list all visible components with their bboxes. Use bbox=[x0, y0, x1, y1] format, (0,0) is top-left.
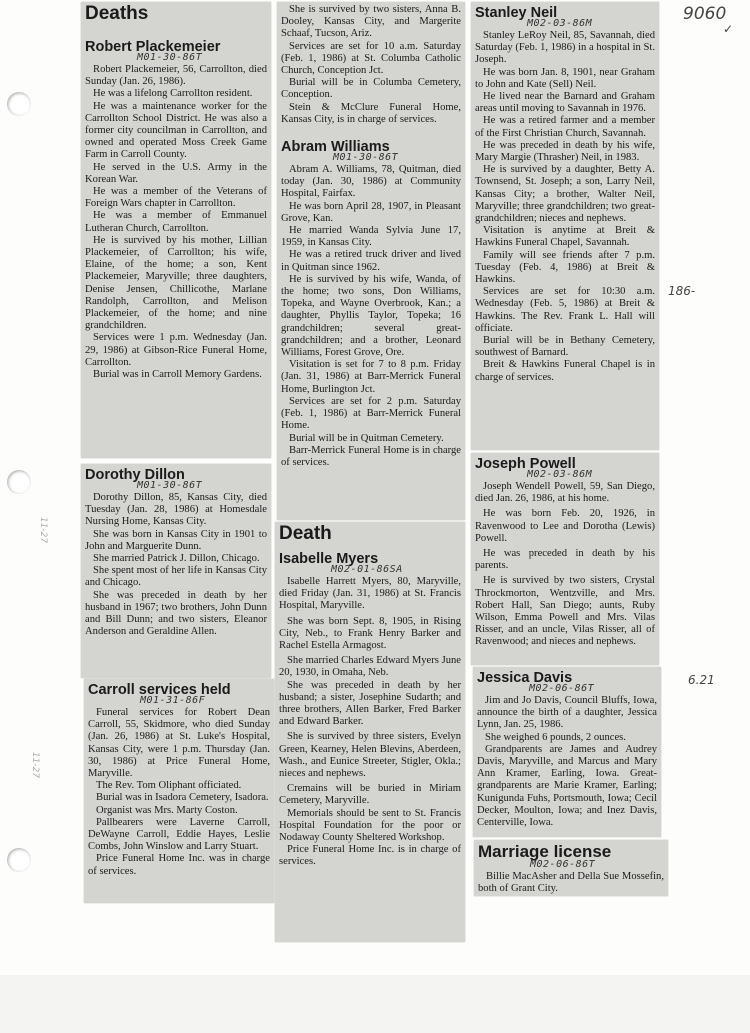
paragraph: She was born in Kansas City in 1901 to John and Marguerite Dunn. bbox=[85, 528, 267, 552]
paragraph: Jim and Jo Davis, Council Bluffs, Iowa, announce the birth of a daughter, Jessica Lynn, Jan. 25, 1986. bbox=[477, 695, 657, 731]
clipping-plackemeier bbox=[81, 2, 271, 458]
paragraph: The Rev. Tom Oliphant officiated. bbox=[96, 780, 242, 792]
paragraph: Stanley LeRoy Neil, 85, Savannah, died Saturday (Feb. 1, 1986) in a hospital in St. Joseph. bbox=[475, 30, 655, 66]
paragraph: Billie MacAsher and Della Sue Mossefin, both of Grant City. bbox=[478, 871, 664, 895]
paragraph: He was born April 28, 1907, in Pleasant Grove, Kan. bbox=[281, 200, 461, 224]
paragraph: He is survived by his wife, Wanda, of the home; two sons, Don Williams, Topeka, and Wayne Overbrook, Kan.; a daughter, Phyllis Taylor, Topeka; 16 grandchildren; several great-grandchildren; and a brother, Leonard Williams, Forest Grove, Ore. bbox=[281, 273, 461, 359]
paragraph: He was a member of Emmanuel Lutheran Church, Carrollton. bbox=[85, 210, 267, 234]
paragraph: Family will see friends after 7 p.m. Tuesday (Feb. 4, 1986) at Breit & Hawkins. bbox=[475, 249, 655, 286]
paragraph: Grandparents are James and Audrey Davis, Maryville, and Marcus and Mary Ann Kramer, Earling, Iowa. Great-grandparents are Marie Kramer, Earling; Kunigunda Fuhs, Portsmouth, Iowa; Cecil Decker, Moulton, Iowa; and Inez Davis, Centerville, Iowa. bbox=[477, 743, 657, 829]
paragraph: Abram A. Williams, 78, Quitman, died today (Jan. 30, 1986) at Community Hospital, Fairfax. bbox=[281, 164, 461, 200]
obituary-title: Carroll services held bbox=[88, 682, 231, 698]
handwritten-code: M02-01-86SA bbox=[331, 564, 403, 575]
section-heading: Death bbox=[279, 523, 332, 544]
paragraph: Services are set for 10 a.m. Saturday (Feb. 1, 1986) at St. Columba Catholic Church, Conception Jct. bbox=[281, 40, 461, 77]
paragraph: She was born Sept. 8, 1905, in Rising City, Neb., to Frank Henry Barker and Rachel Estella Armagost. bbox=[279, 615, 461, 652]
punch-hole bbox=[7, 470, 31, 494]
faint-note: 11-27 bbox=[30, 751, 41, 779]
obituary-title: Stanley Neil bbox=[475, 5, 558, 21]
paragraph: Dorothy Dillon, 85, Kansas City, died Tuesday (Jan. 28, 1986) at Homesdale Nursing Home, Kansas City. bbox=[85, 492, 267, 528]
side-note: 6.21 bbox=[688, 673, 715, 687]
paragraph: He lived near the Barnard and Graham areas until moving to Savannah in 1976. bbox=[475, 91, 655, 115]
paragraph: He was a lifelong Carrollton resident. bbox=[93, 88, 253, 100]
section-heading: Marriage license bbox=[478, 842, 612, 861]
paragraph: She is survived by two sisters, Anna B. Dooley, Kansas City, and Margerite Schaaf, Tucson, Ariz. bbox=[281, 4, 461, 40]
paragraph: He was born Feb. 20, 1926, in Ravenwood to Lee and Dorotha (Lewis) Powell. bbox=[475, 508, 655, 544]
handwritten-code: M02-06-86T bbox=[529, 683, 595, 694]
paragraph: She was preceded in death by her husband in 1967; two brothers, John Dunn and Bill Dunn; and two sisters, Eleanor Anderson and Geraldine Allen. bbox=[85, 589, 267, 638]
paragraph: Services are set for 10:30 a.m. Wednesday (Feb. 5, 1986) at Breit & Hawkins. The Rev. Frank L. Hall will officiate. bbox=[475, 286, 655, 334]
punch-hole bbox=[7, 848, 31, 872]
handwritten-code: M01-31-86F bbox=[140, 695, 206, 706]
paragraph: He was preceded in death by his parents. bbox=[475, 548, 655, 572]
obituary-title: Isabelle Myers bbox=[279, 551, 379, 567]
paragraph: Breit & Hawkins Funeral Chapel is in charge of services. bbox=[475, 359, 655, 383]
paragraph: He was born Jan. 8, 1901, near Graham to John and Kate (Sell) Neil. bbox=[475, 66, 655, 90]
paragraph: Isabelle Harrett Myers, 80, Maryville, died Friday (Jan. 31, 1986) at St. Francis Hospital, Maryville. bbox=[279, 576, 461, 612]
punch-hole bbox=[7, 92, 31, 116]
page-bottom-margin bbox=[0, 975, 750, 1033]
paragraph: He was a maintenance worker for the Carrollton School District. He was also a former city councilman in Carrollton, and owned and operated Moss Creek Game Farm in Carroll County. bbox=[85, 100, 267, 161]
paragraph: Burial will be in Quitman Cemetery. bbox=[289, 432, 444, 444]
paragraph: He was preceded in death by his wife, Mary Margie (Thrasher) Neil, in 1983. bbox=[475, 139, 655, 164]
clipping-powell bbox=[471, 453, 659, 665]
paragraph: Price Funeral Home Inc. is in charge of services. bbox=[279, 844, 461, 868]
paragraph: She weighed 6 pounds, 2 ounces. bbox=[485, 731, 626, 743]
handwritten-code: M02-06-86T bbox=[530, 859, 596, 870]
paragraph: She spent most of her life in Kansas City and Chicago. bbox=[85, 565, 267, 589]
clipping-williams bbox=[277, 2, 465, 520]
paragraph: Stein & McClure Funeral Home, Kansas City, is in charge of services. bbox=[281, 101, 461, 125]
paragraph: He was a member of the Veterans of Foreign Wars chapter in Carrollton. bbox=[85, 186, 267, 210]
handwritten-code: M02-03-86M bbox=[527, 469, 593, 480]
faint-note: 11-27 bbox=[38, 516, 49, 544]
obituary-title: Joseph Powell bbox=[475, 456, 576, 472]
paragraph: Burial will be in Bethany Cemetery, southwest of Barnard. bbox=[475, 335, 655, 359]
clipping-neil bbox=[471, 2, 659, 450]
handwritten-code: M02-03-86M bbox=[527, 18, 593, 29]
paragraph: Memorials should be sent to St. Francis Hospital Foundation for the poor or Nodaway County Sheltered Workshop. bbox=[279, 807, 461, 844]
handwritten-code: M01-30-86T bbox=[137, 52, 203, 63]
obituary-title: Abram Williams bbox=[281, 139, 390, 156]
paragraph: Price Funeral Home Inc. was in charge of services. bbox=[88, 853, 270, 877]
paragraph: Burial was in Carroll Memory Gardens. bbox=[93, 369, 262, 381]
paragraph: She was preceded in death by her husband; a sister, Josephine Sudarth; and three brothers, Allen Barker, Fred Barker and Edward Barker. bbox=[279, 679, 461, 728]
paragraph: She is survived by three sisters, Evelyn Green, Kearney, Helen Blevins, Aberdeen, Wash., and Eunice Streeter, Stigler, Okla.; nieces and nephews. bbox=[279, 731, 461, 780]
paragraph: Pallbearers were Laverne Carroll, DeWayne Carroll, Eddie Hayes, Leslie Combs, John Winslow and Larry Stuart. bbox=[88, 816, 270, 853]
paragraph: Visitation is anytime at Breit & Hawkins Funeral Chapel, Savannah. bbox=[475, 225, 655, 249]
side-note: 186- bbox=[668, 284, 696, 298]
paragraph: Joseph Wendell Powell, 59, San Diego, died Jan. 26, 1986, at his home. bbox=[475, 481, 655, 505]
paragraph: She married Patrick J. Dillon, Chicago. bbox=[93, 553, 260, 565]
paragraph: He is survived by his mother, Lillian Plackemeier, of Carrollton; his wife, Elaine, of the home; a son, Kent Plackemeier, Maryville; three daughters, Denise Jensen, Chillicothe, Marlane Randolph, Carrollton, and Melison Plackemeier, of the home; and nine grandchildren. bbox=[85, 234, 267, 332]
paragraph: Cremains will be buried in Miriam Cemetery, Maryville. bbox=[279, 783, 461, 807]
paragraph: He married Wanda Sylvia June 17, 1959, in Kansas City. bbox=[281, 225, 461, 249]
paragraph: He was a retired farmer and a member of the First Christian Church, Savannah. bbox=[475, 115, 655, 139]
paragraph: Robert Plackemeier, 56, Carrollton, died Sunday (Jan. 26, 1986). bbox=[85, 64, 267, 88]
clipping-marriage-license bbox=[474, 840, 668, 896]
handwritten-code: M01-30-86T bbox=[137, 480, 203, 491]
paragraph: He is survived by a daughter, Betty A. Townsend, St. Joseph; a son, Larry Neil, Kansas City; a brother, Walter Neil, Maryville; three grandchildren; two great-grandchildren; nieces and nephews. bbox=[475, 164, 655, 225]
clipping-carroll bbox=[84, 679, 274, 903]
obituary-title: Robert Plackemeier bbox=[85, 39, 221, 55]
paragraph: Services are set for 2 p.m. Saturday (Feb. 1, 1986) at Barr-Merrick Funeral Home. bbox=[281, 395, 461, 432]
check-mark: ✓ bbox=[723, 22, 734, 36]
paragraph: Organist was Mrs. Marty Coston. bbox=[96, 804, 238, 816]
paragraph: Services were 1 p.m. Wednesday (Jan. 29, 1986) at Gibson-Rice Funeral Home, Carrollton. bbox=[85, 332, 267, 368]
paragraph: Burial was in Isadora Cemetery, Isadora. bbox=[96, 792, 269, 804]
paragraph: He served in the U.S. Army in the Korean War. bbox=[85, 161, 267, 185]
page-number-note: 9060 bbox=[683, 4, 727, 24]
paragraph: Burial will be in Columba Cemetery, Conception. bbox=[281, 77, 461, 101]
handwritten-code: M01-30-86T bbox=[333, 152, 399, 164]
paragraph: Barr-Merrick Funeral Home is in charge of services. bbox=[281, 444, 461, 468]
clipping-myers bbox=[275, 522, 465, 942]
paragraph: Visitation is set for 7 to 8 p.m. Friday (Jan. 31, 1986) at Barr-Merrick Funeral Home, Burlington Jct. bbox=[281, 359, 461, 395]
paragraph: She married Charles Edward Myers June 20, 1930, in Omaha, Neb. bbox=[279, 655, 461, 679]
paragraph: He is survived by two sisters, Crystal Throckmorton, Wentzville, and Mrs. Robert Hall, San Diego; aunts, Ruby Wilson, Emma Powell and Mrs. Vilas Risser, and an uncle, Vilas Risser, all of Ravenwood; and nieces and nephews. bbox=[475, 575, 655, 648]
section-heading: Deaths bbox=[85, 3, 149, 24]
clipping-davis bbox=[473, 667, 661, 837]
clipping-dillon bbox=[81, 464, 271, 678]
paragraph: Funeral services for Robert Dean Carroll, 55, Skidmore, who died Sunday (Jan. 26, 1986) at St. Luke's Hospital, Kansas City, were 1 p.m. Thursday (Jan. 30, 1986) at Price Funeral Home, Maryville. bbox=[88, 707, 270, 780]
obituary-title: Dorothy Dillon bbox=[85, 467, 185, 483]
paragraph: He was a retired truck driver and lived in Quitman since 1962. bbox=[281, 249, 461, 273]
obituary-title: Jessica Davis bbox=[477, 670, 573, 686]
